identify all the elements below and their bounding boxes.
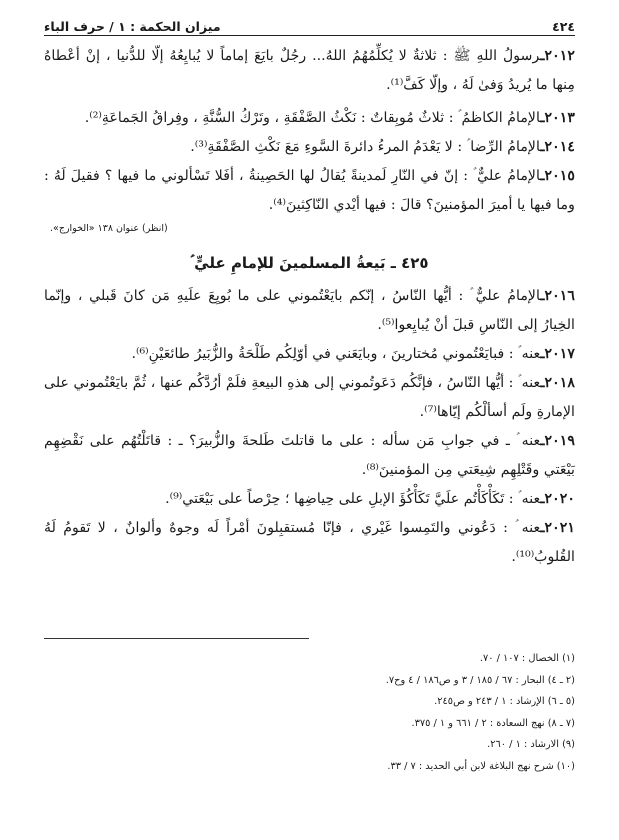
hadith-text: الإمامُ عليٌّ ؑ : أيُّها النّاسُ ، إنّكم بايَعْتُموني على ما بُويِعَ علَيهِ مَن كانَ قَبلي ، وإنّما الخِيارُ إلى النّاسِ قبلَ أنْ يُبايِعوا⁽⁵⁾. [44, 288, 575, 333]
hadith-number: ٢٠١٣ـ [540, 110, 575, 126]
hadith-number: ٢٠٢١ـ [540, 520, 575, 536]
hadith-number: ٢٠١٧ـ [540, 346, 575, 362]
cross-reference: (انظر) عنوان ١٣٨ «الخوارج». [50, 223, 168, 234]
section-title: ٤٢٥ ـ بَيعةُ المسلمينَ للإمامِ عليٍّ ؑ [190, 254, 429, 272]
hadith-number: ٢٠١٥ـ [540, 168, 575, 184]
hadith-paragraph [44, 340, 575, 369]
hadith-paragraph [44, 485, 575, 514]
hadith-number: ٢٠١٢ـ [540, 48, 575, 64]
hadith-text: عنه ؑ : أيُّها النّاسُ ، فإنَّكُم دَعَوتُموني إلى هذهِ البيعةِ فلَمْ أرُدَّكُم عنها ، ثُمَّ بايَعْتُموني على الإمارةِ ولَم أسألْكُم إيّاها⁽⁷⁾. [44, 375, 575, 420]
footnotes [44, 648, 575, 777]
footnote: (١٠) شرح نهج البلاغة لابن أبي الحديد : ٧ / ٣٣. [387, 760, 575, 772]
hadith-number: ٢٠٢٠ـ [540, 491, 575, 507]
page-body [44, 42, 575, 572]
hadith-text: عنه ؑ : تَكَأْكَأْتُم علَيَّ تَكَأْكُؤَ الإبلِ على حِياضِها ؛ حِرْصاً على بَيْعَتي⁽⁹⁾. [165, 491, 541, 507]
hadith-text: الإمامُ الرِّضا ؑ : لا يَعْدَمُ المرءُ دائرةَ السَّوءِ مَعَ نَكْثِ الصَّفْقَةِ⁽³⁾. [190, 139, 541, 155]
footnote: (١) الخصال : ١٠٧ / ٧٠. [479, 653, 575, 664]
hadith-paragraph [44, 427, 575, 485]
hadith-text: الإمامُ الكاظمُ ؑ : ثلاثٌ مُوبِقاتٌ : نَكْثُ الصَّفْقَةِ ، وتَرْكُ السُّنَّةِ ، وفِراقُ الجَماعَةِ⁽²⁾. [84, 110, 541, 126]
hadith-text: عنه ؑ : فبايَعْتُموني مُختارينَ ، وبايَعَني في أوّلِكُم طَلْحَةُ والزُّبَيرُ طائعَيْنِ⁽⁶⁾. [131, 346, 541, 362]
hadith-text: عنه ؑ ـ في جوابِ مَن سأله : على ما قاتلتَ طَلحةَ والزُّبيرَ؟ ـ : قاتَلْتُهُم على نَقْضِهِم بَيْعَتي وقَتْلِهِم شِيعَتي مِن المؤمنينَ⁽⁸⁾. [44, 433, 575, 478]
hadith-text: الإمامُ عليٌّ ؑ : إنّ في النّارِ لَمدينةً يُقالُ لها الحَصِينةُ ، أفَلا تَسْألوني ما فيها ؟ فقيلَ لَهُ : وما فيها يا أميرَ المؤمنينَ؟ قالَ : فيها أيْدي النّاكِثينَ⁽⁴⁾. [44, 168, 575, 213]
hadith-paragraph [44, 104, 575, 133]
footnote-divider [44, 638, 309, 639]
footnote: (٩) الارشاد : ١ / ٢٦٠. [487, 739, 575, 750]
page-number: ٤٢٤ [552, 19, 575, 34]
hadith-paragraph [44, 133, 575, 162]
hadith-paragraph [44, 42, 575, 100]
hadith-number: ٢٠١٨ـ [540, 375, 575, 391]
hadith-paragraph [44, 282, 575, 340]
running-title: ميزان الحكمة : ١ / حرف الباء [44, 19, 221, 34]
footnote: (٧ ـ ٨) نهج السعادة : ٢ / ٦٦١ و ١ / ٣٧٥. [411, 717, 575, 729]
header-divider [44, 35, 575, 36]
hadith-text: عنه ؑ : دَعُوني والتَمِسوا غَيْري ، فإنّا مُستقبِلونَ أمْراً لَه وجوهٌ وألوانٌ ، لا تَقومُ لَهُ القُلوبُ⁽¹⁰⁾. [44, 520, 575, 565]
footnote: (٢ ـ ٤) البحار : ٦٧ / ١٨٥ / ٣ و ص١٨٦ / ٤ وح٧. [385, 674, 575, 686]
page-header [44, 12, 575, 34]
hadith-number: ٢٠١٩ـ [540, 433, 575, 449]
hadith-number: ٢٠١٤ـ [540, 139, 575, 155]
hadith-paragraph [44, 514, 575, 572]
footnote: (٥ ـ ٦) الإرشاد : ١ / ٢٤٣ و ص٢٤٥. [434, 696, 575, 707]
hadith-paragraph [44, 162, 575, 220]
hadith-paragraph [44, 369, 575, 427]
hadith-number: ٢٠١٦ـ [540, 288, 575, 304]
hadith-text: رسولُ اللهِ ﷺ : ثلاثةٌ لا يُكلِّمُهُمُ اللهُ... رجُلٌ بايَعَ إماماً لا يُبايِعُهُ إلّا للدُّنيا ، إنْ أعْطاهُ مِنها ما يُريدُ وَفىٰ لَهُ ، وإلّا كَفَّ⁽¹⁾. [44, 48, 575, 93]
